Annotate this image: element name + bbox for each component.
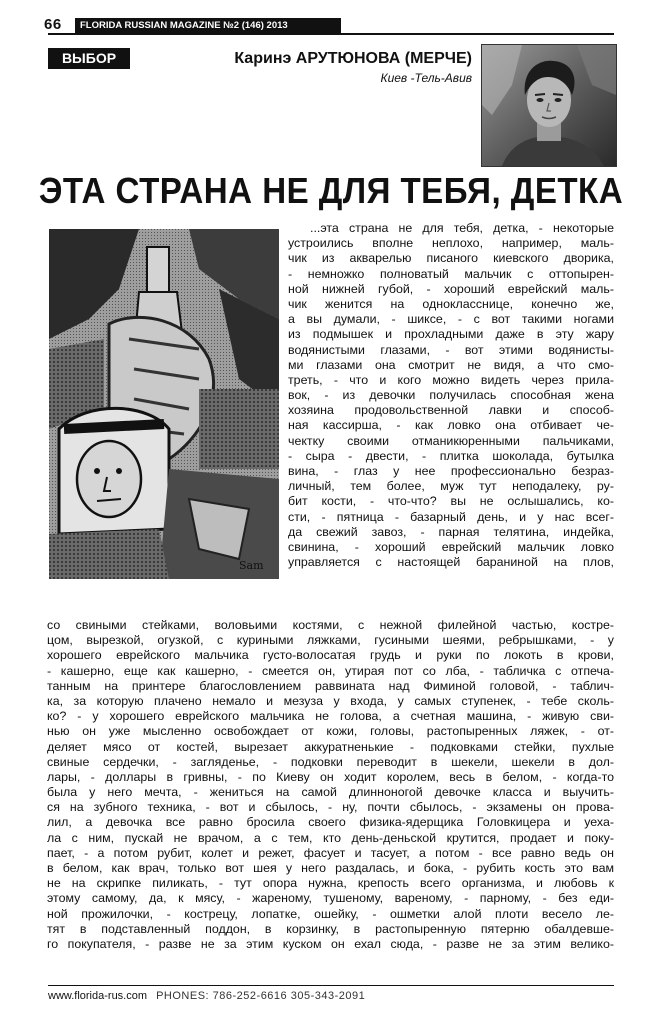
body-line: - кашерно, еще как кашерно, - смеется он, утирая пот со лба, - табличка с отпеча- bbox=[47, 663, 614, 678]
body-line: пает, - а потом рубит, колет и режет, фасует и тасует, а потом - все равно ведь он bbox=[47, 845, 614, 860]
body-line: ной прожилочки, - кострецу, лопатке, ошейку, - ошметки алой плоти весело ле- bbox=[47, 906, 614, 921]
body-line: этому самому, да, к мясу, - жареному, тушеному, вареному, - парному, - без еди- bbox=[47, 891, 614, 906]
body-line: чик женится на однокласснице, конечно же, bbox=[288, 296, 614, 311]
header-rule bbox=[48, 33, 614, 35]
body-line: управляется с настоящей бараниной на плов, bbox=[288, 555, 614, 570]
body-line: ми глазами она смотрит не видя, а что смо- bbox=[288, 357, 614, 372]
body-line: треть, - что и кого можно видеть через прила- bbox=[288, 372, 614, 387]
body-line: - сыра - двести, - плитка шоколада, бутылка bbox=[288, 448, 614, 463]
body-line: деляет мясо от костей, вырезает аккуратненькие - подковками стейки, пухлые bbox=[47, 739, 614, 754]
body-line: ся на зубного техника, - вот и сбылось, - ну, почти сбылось, - экзамены он провa- bbox=[47, 800, 614, 815]
body-line: свиные сердечки, - загляденье, - подковки переводит в шекели, шекели в дол- bbox=[47, 754, 614, 769]
body-line: танным на принтере благословлением раввината над Фиминой головой, - таблич- bbox=[47, 678, 614, 693]
body-line: тят в подставленный поддон, в корзинку, в растопыренную пятерню обалдевше- bbox=[47, 921, 614, 936]
body-line: хозяина продовольственной лавки и способ- bbox=[288, 403, 614, 418]
body-line: свинина, - хороший еврейский мальчик ловко bbox=[288, 539, 614, 554]
body-line: водянистыми глазами, - вот этими водянисты- bbox=[288, 342, 614, 357]
body-line: сти, - пятница - базарный день, и у нас всег- bbox=[288, 509, 614, 524]
body-line: бит кости, - что-что? вы не ослышались, ко- bbox=[288, 494, 614, 509]
author-location: Киев -Тель-Авив bbox=[380, 71, 472, 85]
body-line: хорошего еврейского мальчика густо-волосатая грудь и руки по локоть в крови, bbox=[47, 648, 614, 663]
page-number: 66 bbox=[44, 16, 62, 33]
footer-website-link[interactable]: www.florida-rus.com bbox=[48, 990, 148, 1002]
body-line: ка, за которую плачено немало и мезуза у входа, у самых ступенек, - тебе сколь- bbox=[47, 693, 614, 708]
body-line: не на скрипке пиликать, - тут опора нужна, крепость всего организма, и любовь к bbox=[47, 876, 614, 891]
footer-rule bbox=[48, 985, 614, 986]
body-line: ко? - у хорошего еврейского мальчика не голова, а счетная машина, - живую сви- bbox=[47, 709, 614, 724]
body-line: цом, вырезкой, огузкой, с куриными ляжками, гусиными шеями, ребрышками, - у bbox=[47, 633, 614, 648]
footer-phones: PHONES: 786-252-6616 305-343-2091 bbox=[156, 990, 366, 1002]
body-line: чектку своими отманикюренными пальчиками, bbox=[288, 433, 614, 448]
body-line: была у него мечта, - жениться на самой длинноногой девочке класса и выучить- bbox=[47, 785, 614, 800]
body-line: го покупателя, - разве не за этим куском он ехал сюда, - разве не за этим велико- bbox=[47, 936, 614, 951]
body-line: а вы думали, - шиксе, - с вот такими ногами bbox=[288, 312, 614, 327]
body-line: ла с ним, пускай не врачом, а с тем, кто день-деньской крутится, продает и поку- bbox=[47, 830, 614, 845]
magazine-issue-bar: FLORIDA RUSSIAN MAGAZINE №2 (146) 2013 bbox=[75, 18, 341, 33]
body-line: со свиными стейками, воловьими костями, с нежной филейной частью, кострe- bbox=[47, 618, 614, 632]
body-line: личный, тем более, муж тут неподалеку, ру- bbox=[288, 479, 614, 494]
body-line: да свежий завоз, - парная телятина, индейка, bbox=[288, 524, 614, 539]
author-name: Каринэ АРУТЮНОВА (МЕРЧЕ) bbox=[234, 50, 472, 67]
body-line: нью он уже мысленно освобождает от кожи, головы, растопыренных ляжек, - от- bbox=[47, 724, 614, 739]
body-line: устроились вполне неплохо, например, маль- bbox=[288, 236, 614, 251]
article-title: ЭТА СТРАНА НЕ ДЛЯ ТЕБЯ, ДЕТКА bbox=[38, 170, 624, 211]
body-line: ...эта страна не для тебя, детка, - некоторые bbox=[310, 221, 614, 235]
body-line: лил, а девочка все равно бросила своего физика-ядерщика Головкицера и уеха- bbox=[47, 815, 614, 830]
body-line: из подмышек и прохладными даже в эту жару bbox=[288, 327, 614, 342]
section-tag: ВЫБОР bbox=[48, 48, 130, 69]
body-line: вина, - глаз у нее профессионально безраз- bbox=[288, 464, 614, 478]
article-body-full-width bbox=[47, 618, 614, 952]
body-line: вок, - из девочки получилась способная жена bbox=[288, 388, 614, 403]
article-illustration bbox=[49, 229, 279, 579]
author-photo bbox=[481, 44, 617, 167]
body-line: в белом, как врач, только вот шея у него раздалась, и бока, - рубить кость это вам bbox=[47, 861, 614, 875]
body-line: чик из акварелью писаного киевского дворика, bbox=[288, 251, 614, 266]
article-body-right-column bbox=[288, 221, 614, 570]
body-line: ной нижней губой, - хороший еврейский маль- bbox=[288, 281, 614, 296]
body-line: лары, - доллары в гривны, - по Киеву он ходит королем, весь в белом, - когда-то bbox=[47, 769, 614, 784]
body-line: ная кассирша, - как ловко она отбивает че- bbox=[288, 418, 614, 433]
footer bbox=[48, 990, 365, 1002]
body-line: - немножко полноватый мальчик с оттопырен- bbox=[288, 266, 614, 281]
illustration-signature: Sam bbox=[239, 559, 264, 572]
